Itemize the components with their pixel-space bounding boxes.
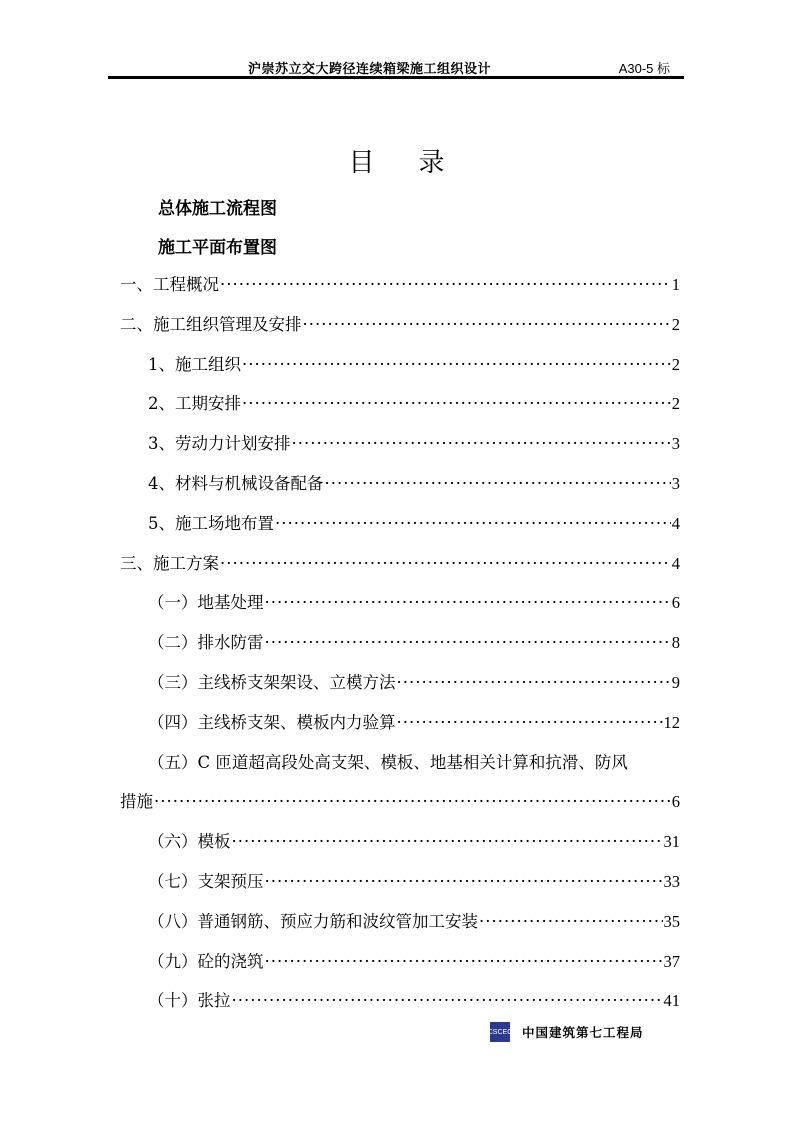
toc-page-number: 6 <box>671 593 680 613</box>
page-header <box>108 56 684 79</box>
dot-leader <box>397 671 671 695</box>
toc-page-number: 9 <box>671 673 680 692</box>
toc-entry-text: （七）支架预压 <box>148 872 264 891</box>
toc-entry[interactable] <box>120 313 680 337</box>
dot-leader <box>265 591 671 615</box>
header-title: 沪崇苏立交大跨径连续箱梁施工组织设计 <box>248 62 492 77</box>
toc-entry-text: 一、工程概况 <box>120 275 219 294</box>
toc-entry[interactable] <box>148 989 680 1013</box>
toc-page-number: 2 <box>671 394 680 414</box>
toc-entry-text: （八）普通钢筋、预应力筋和波纹管加工安装 <box>148 911 478 931</box>
toc-entry[interactable] <box>148 830 680 854</box>
toc-entry-text: （六）模板 <box>148 832 231 852</box>
toc-bold-item[interactable]: 总体施工流程图 <box>158 199 277 219</box>
toc-entry-text: 4、材料与机械设备配备 <box>148 474 324 493</box>
toc-entry[interactable] <box>148 392 680 416</box>
toc-page-number: 31 <box>663 832 680 852</box>
toc-page-number: 4 <box>671 553 680 573</box>
toc-entry-text: （十）张拉 <box>148 991 231 1011</box>
dot-leader <box>265 950 663 974</box>
company-logo-icon: CSCEC <box>490 1022 510 1042</box>
dot-leader <box>397 711 663 735</box>
toc-entry[interactable] <box>148 870 680 894</box>
toc-entry[interactable] <box>148 751 680 775</box>
toc-entry-text: 措施 <box>120 792 153 812</box>
toc-entry-text: （二）排水防雷 <box>148 633 264 653</box>
dot-leader <box>479 910 663 934</box>
toc-page-number: 1 <box>671 275 680 294</box>
toc-page-number: 12 <box>663 712 680 732</box>
toc-page-number: 3 <box>671 434 680 454</box>
toc-title-char: 录 <box>418 148 445 178</box>
dot-leader <box>154 790 671 814</box>
dot-leader <box>325 472 671 496</box>
dot-leader <box>242 392 671 416</box>
dot-leader <box>220 552 671 576</box>
toc-entry-text: （三）主线桥支架架设、立模方法 <box>148 673 396 692</box>
toc-page-number: 8 <box>671 633 680 653</box>
toc-title-char: 目 <box>348 148 375 178</box>
dot-leader <box>292 432 671 456</box>
toc-entry-text: （四）主线桥支架、模板内力验算 <box>148 712 396 732</box>
toc-entry-text: （九）砼的浇筑 <box>148 951 264 971</box>
header-code: A30-5 标 <box>618 61 670 76</box>
toc-entry[interactable] <box>148 631 680 655</box>
toc-entry[interactable] <box>148 512 680 536</box>
dot-leader <box>232 830 663 854</box>
toc-page-number: 33 <box>663 872 680 891</box>
toc-entry-text: 5、施工场地布置 <box>148 513 274 533</box>
toc-entry-text: （五）C 匝道超高段处高支架、模板、地基相关计算和抗滑、防风 <box>148 752 628 772</box>
dot-leader <box>265 631 671 655</box>
dot-leader <box>220 273 671 297</box>
toc-page-number: 37 <box>663 951 680 971</box>
page-footer <box>487 1022 644 1042</box>
toc-entry[interactable] <box>120 273 680 297</box>
toc-entry[interactable] <box>148 711 680 735</box>
toc-bold-item[interactable]: 施工平面布置图 <box>158 238 277 258</box>
toc-title <box>0 142 793 179</box>
dot-leader <box>242 353 671 377</box>
dot-leader <box>275 512 671 536</box>
toc-entry-text: 三、施工方案 <box>120 553 219 573</box>
toc-page-number: 6 <box>671 792 680 812</box>
toc-entry-text: 3、劳动力计划安排 <box>148 434 291 454</box>
dot-leader <box>232 989 663 1013</box>
toc-entry[interactable] <box>148 591 680 615</box>
toc-entry-text: 二、施工组织管理及安排 <box>120 314 302 334</box>
toc-page-number: 2 <box>671 354 680 374</box>
toc-page-number: 4 <box>671 513 680 533</box>
toc-entry[interactable] <box>148 353 680 377</box>
toc-entry-text: （一）地基处理 <box>148 593 264 613</box>
toc-entry[interactable] <box>148 432 680 456</box>
toc-entry[interactable] <box>148 472 680 496</box>
toc-page-number: 3 <box>671 474 680 493</box>
toc-entry[interactable] <box>148 910 680 934</box>
toc-page-number: 41 <box>663 991 680 1011</box>
toc-entry-text: 2、工期安排 <box>148 394 241 414</box>
toc-page-number: 35 <box>663 911 680 931</box>
dot-leader <box>265 870 663 894</box>
toc-entry[interactable] <box>120 552 680 576</box>
toc-page-number: 2 <box>671 314 680 334</box>
toc-entry[interactable] <box>148 950 680 974</box>
toc-entry-text: 1、施工组织 <box>148 354 241 374</box>
toc-entry[interactable] <box>148 671 680 695</box>
toc-entry-continuation[interactable] <box>120 790 680 814</box>
dot-leader <box>303 313 671 337</box>
footer-org: 中国建筑第七工程局 <box>522 1025 644 1040</box>
